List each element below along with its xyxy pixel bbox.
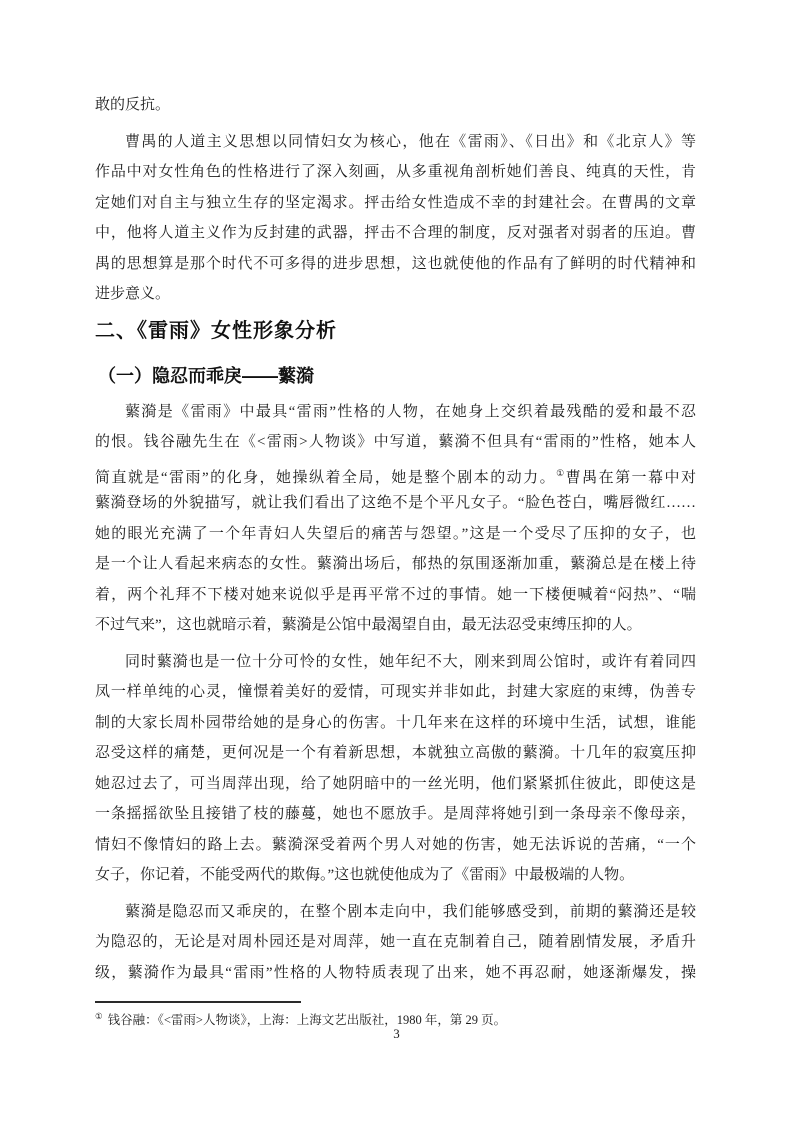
text-line: 制的大家长周朴园带给她的是身心的伤害。十几年来在这样的环境中生活，试想，谁能: [95, 714, 696, 731]
text-line: 曹禺的人道主义思想以同情妇女为核心，他在《雷雨》、《日出》和《北京人》等: [125, 133, 696, 150]
footnote-separator-rule: [95, 1001, 301, 1003]
text-line: 女子，你记着，不能受两代的欺侮。”这也就使他成为了《雷雨》中最极端的人物。: [95, 867, 635, 883]
text-line: 中，他将人道主义作为反封建的武器，抨击不合理的制度，反对强者对弱者的压迫。曹: [95, 225, 696, 241]
text-line: 定她们对自主与独立生存的坚定渴求。抨击给女性造成不幸的封建社会。在曹禺的文章: [95, 194, 696, 211]
footnote-reference-mark: ①: [556, 467, 566, 478]
page-number: 3: [393, 1026, 400, 1041]
text-line: 级，蘩漪作为最具“雷雨”性格的人物特质表现了出来，她不再忍耐，她逐渐爆发，操: [95, 964, 696, 981]
text-line: 忍受这样的痛楚，更何况是一个有着新思想，本就独立高傲的蘩漪。十几年的寂寞压抑: [95, 745, 696, 761]
text-line: 的恨。钱谷融先生在《<雷雨>人物谈》中写道，蘩漪不但具有“雷雨的”性格，她本人: [95, 434, 696, 450]
text-line: 进步意义。: [95, 286, 171, 302]
paragraph: [95, 647, 696, 891]
text-line: 是一个让人看起来病态的女性。蘩漪出场后，郁热的氛围逐渐加重，蘩漪总是在楼上待: [95, 556, 696, 572]
text-segment: 简直就是“雷雨”的化身，她操纵着全局，她是整个剧本的动力。: [95, 469, 557, 486]
text-line: 凤一样单纯的心灵，憧憬着美好的爱情，可现实并非如此，封建大家庭的束缚，伪善专: [95, 684, 696, 700]
footnote-marker: ①: [95, 1011, 103, 1021]
paragraph: [95, 127, 696, 310]
text-line: 着，两个礼拜不下楼对她来说似乎是再平常不过的事情。她一下楼便喊着“闷热”、“喘: [95, 586, 696, 603]
subsection-heading: （一）隐忍而乖戾——蘩漪: [98, 365, 314, 386]
text-line: 禺的思想算是那个时代不可多得的进步思想，这也就使他的作品有了鲜明的时代精神和: [95, 255, 696, 272]
text-line: 她的眼光充满了一个年青妇人失望后的痛苦与怨望。”这是一个受尽了压抑的女子，也: [95, 525, 696, 542]
text-line: 不过气来”，这也就暗示着，蘩漪是公馆中最渴望自由，最无法忍受束缚压抑的人。: [95, 617, 642, 633]
text-line: 一条摇摇欲坠且接错了枝的藤蔓，她也不愿放手。是周萍将她引到一条母亲不像母亲，: [95, 806, 696, 822]
text-line: 蘩漪是隐忍而又乖戾的，在整个剧本走向中，我们能够感受到，前期的蘩漪还是较: [125, 903, 696, 920]
paragraph: [95, 90, 696, 121]
text-segment: 曹禺在第一幕中对: [565, 469, 696, 486]
text-line: 敢的反抗。: [95, 97, 171, 113]
paragraph: [95, 897, 696, 989]
text-line: 同时蘩漪也是一位十分可怜的女性，她年纪不大，刚来到周公馆时，或许有着同四: [125, 653, 696, 670]
text-line: 作品中对女性角色的性格进行了深入刻画，从多重视角剖析她们善良、纯真的天性，肯: [95, 164, 696, 180]
document-body: [95, 90, 696, 988]
text-line: 情妇不像情妇的路上去。蘩漪深受着两个男人对她的伤害，她无法诉说的苦痛，“一个: [95, 836, 696, 853]
text-line: [95, 458, 696, 489]
text-line: 蘩漪登场的外貌描写，就让我们看出了这绝不是个平凡女子。“脸色苍白，嘴唇微红……: [95, 495, 696, 511]
footnote-citation: 钱谷融：《<雷雨>人物谈》，上海：上海文艺出版社，1980 年，第 29 页。: [107, 1013, 507, 1027]
paragraph: [95, 397, 696, 641]
text-line: 蘩漪是《雷雨》中最具“雷雨”性格的人物，在她身上交织着最残酷的爱和最不忍: [125, 403, 696, 420]
text-line: 她忍过去了，可当周萍出现，给了她阴暗中的一丝光明，他们紧紧抓住彼此，即使这是: [95, 775, 696, 792]
text-line: 为隐忍的，无论是对周朴园还是对周萍，她一直在克制着自己，随着剧情发展，矛盾升: [95, 934, 696, 950]
section-heading: 二、《雷雨》女性形象分析: [95, 319, 337, 342]
